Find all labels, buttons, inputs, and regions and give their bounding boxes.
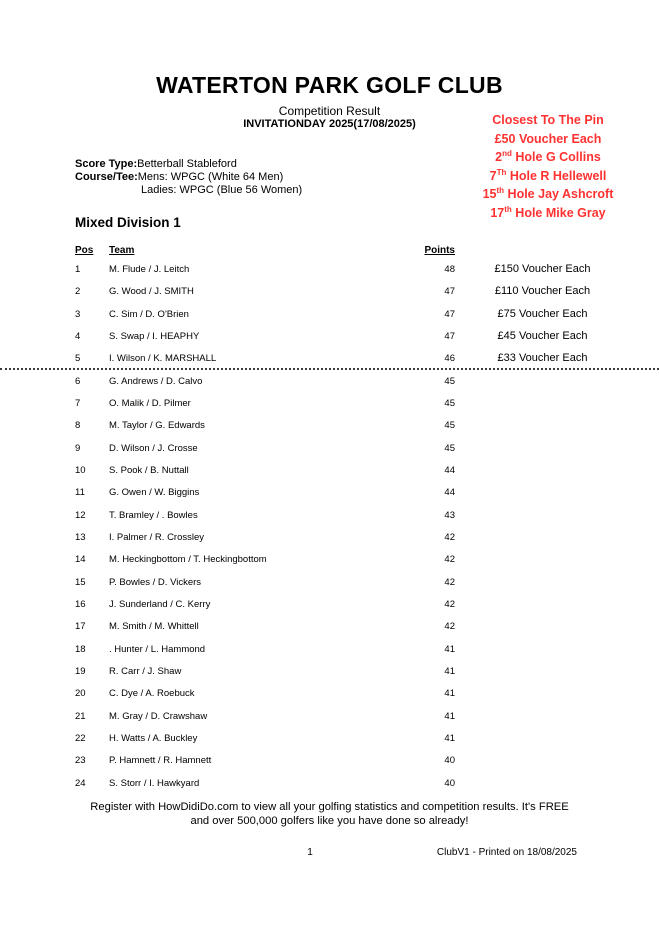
cell-team: M. Smith / M. Whittell [109,621,199,633]
cell-team: C. Dye / A. Roebuck [109,688,195,700]
cell-voucher-prize: £45 Voucher Each [497,329,588,342]
register-footer [0,800,659,828]
header-points: Points [424,245,455,256]
cell-points: 40 [444,755,455,767]
prize-cutoff-divider [0,368,659,370]
cell-team: I. Palmer / R. Crossley [109,531,205,543]
cell-points: 45 [444,420,455,432]
cell-points: 41 [444,665,455,677]
cell-team: M. Gray / D. Crawshaw [109,710,208,722]
cell-team: M. Heckingbottom / T. Heckingbottom [109,554,267,566]
header-pos: Pos [75,245,94,256]
cell-position: 18 [75,643,86,655]
course-mens-value: Mens: WPGC (White 64 Men) [137,171,284,183]
table-row [75,353,592,375]
cell-points: 45 [444,442,455,454]
cell-position: 15 [75,576,86,588]
closest-to-pin-line-3: 2nd Hole G Collins [495,149,601,165]
cell-points: 44 [444,487,455,499]
cell-points: 45 [444,397,455,409]
cell-team: M. Flude / J. Leitch [109,264,190,275]
table-row [75,420,592,442]
print-info: ClubV1 - Printed on 18/08/2025 [436,847,577,858]
register-footer-line1: Register with HowDidiDo.com to view all your golfing statistics and competition results. It's FREE [90,801,569,813]
table-row [75,286,592,308]
table-row [75,778,592,800]
table-row [75,644,592,666]
competition-name: INVITATIONDAY 2025(17/08/2025) [243,118,416,130]
score-type-value: Betterball Stableford [137,158,237,170]
cell-position: 3 [75,308,81,320]
table-row [75,554,592,576]
cell-position: 7 [75,397,81,409]
score-type-label: Score Type: [75,158,138,170]
cell-points: 45 [444,375,455,387]
cell-position: 8 [75,420,81,432]
results-table [75,264,592,794]
closest-to-pin-line-6: 17th Hole Mike Gray [490,204,606,220]
course-tee-label: Course/Tee: [75,171,138,183]
cell-position: 19 [75,665,86,677]
table-row [75,331,592,353]
cell-team: P. Bowles / D. Vickers [109,576,202,588]
table-header [75,245,455,259]
score-type-line [75,158,302,171]
table-row [75,376,592,398]
cell-team: D. Wilson / J. Crosse [109,442,198,454]
cell-team: S. Swap / I. HEAPHY [109,330,200,342]
table-row [75,711,592,733]
cell-team: T. Bramley / . Bowles [109,509,198,521]
cell-team: I. Wilson / K. MARSHALL [109,353,217,365]
cell-points: 48 [444,264,455,275]
cell-points: 47 [444,330,455,342]
cell-points: 47 [444,286,455,298]
course-ladies-line [75,184,302,197]
table-row [75,733,592,755]
table-row [75,621,592,643]
page-title: WATERTON PARK GOLF CLUB [156,72,503,98]
cell-position: 9 [75,442,81,454]
cell-voucher-prize: £150 Voucher Each [494,263,591,275]
cell-points: 41 [444,732,455,744]
cell-team: R. Carr / J. Shaw [109,665,182,677]
table-row [75,599,592,621]
cell-points: 42 [444,621,455,633]
register-footer-line2: and over 500,000 golfers like you have done so already! [190,815,469,827]
cell-points: 42 [444,576,455,588]
table-row [75,309,592,331]
cell-position: 12 [75,509,86,521]
division-heading: Mixed Division 1 [75,215,181,230]
cell-team: C. Sim / D. O'Brien [109,308,189,320]
cell-points: 41 [444,643,455,655]
closest-to-pin-line-2: £50 Voucher Each [494,131,602,146]
header-team: Team [109,245,135,256]
cell-team: . Hunter / L. Hammond [109,643,206,655]
cell-team: M. Taylor / G. Edwards [109,420,205,432]
cell-team: O. Malik / D. Pilmer [109,397,191,409]
table-row [75,264,592,286]
closest-to-the-pin-block [462,111,634,223]
cell-points: 42 [444,598,455,610]
table-row [75,755,592,777]
closest-to-pin-line-5: 15th Hole Jay Ashcroft [482,186,614,202]
cell-position: 23 [75,755,86,767]
cell-voucher-prize: £75 Voucher Each [497,307,588,320]
cell-points: 44 [444,464,455,476]
cell-position: 1 [75,264,81,275]
table-row [75,577,592,599]
cell-position: 4 [75,330,81,342]
table-row [75,532,592,554]
meta-block [75,158,302,197]
cell-position: 13 [75,531,86,543]
table-row [75,487,592,509]
cell-points: 43 [444,509,455,521]
table-row [75,666,592,688]
cell-position: 5 [75,353,81,365]
cell-position: 6 [75,375,81,387]
cell-points: 41 [444,710,455,722]
cell-points: 41 [444,688,455,700]
cell-points: 42 [444,554,455,566]
page-number: 1 [307,847,313,858]
closest-to-pin-line-1: Closest To The Pin [492,113,604,127]
table-row [75,443,592,465]
table-row [75,510,592,532]
cell-team: P. Hamnett / R. Hamnett [109,755,212,767]
table-row [75,688,592,710]
cell-team: S. Storr / I. Hawkyard [109,777,200,789]
cell-position: 21 [75,710,86,722]
cell-team: G. Owen / W. Biggins [109,487,200,499]
cell-position: 24 [75,777,86,789]
cell-points: 40 [444,777,455,789]
cell-position: 10 [75,464,86,476]
table-row [75,398,592,420]
cell-team: S. Pook / B. Nuttall [109,464,189,476]
cell-team: H. Watts / A. Buckley [109,732,198,744]
cell-position: 16 [75,598,86,610]
cell-voucher-prize: £110 Voucher Each [494,285,591,298]
course-tee-line [75,171,302,184]
subtitle-competition-result: Competition Result [278,104,381,118]
cell-team: G. Andrews / D. Calvo [109,375,203,387]
cell-voucher-prize: £33 Voucher Each [497,352,588,365]
cell-team: G. Wood / J. SMITH [109,286,194,298]
cell-position: 2 [75,286,81,298]
course-ladies-value: Ladies: WPGC (Blue 56 Women) [141,184,303,196]
cell-position: 17 [75,621,86,633]
table-row [75,465,592,487]
cell-points: 46 [444,353,455,365]
cell-team: J. Sunderland / C. Kerry [109,598,211,610]
closest-to-pin-line-4: 7Th Hole R Hellewell [489,167,607,183]
cell-position: 22 [75,732,86,744]
cell-points: 42 [444,531,455,543]
cell-position: 14 [75,554,86,566]
cell-position: 20 [75,688,86,700]
cell-points: 47 [444,308,455,320]
cell-position: 11 [75,487,85,499]
